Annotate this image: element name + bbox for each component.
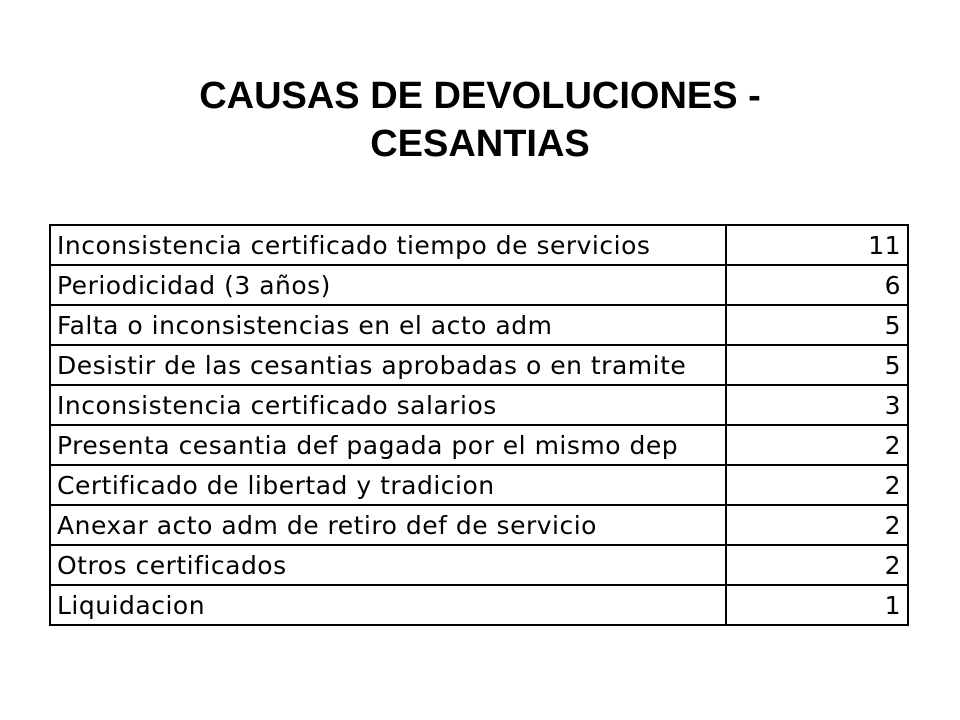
causes-table	[49, 224, 909, 626]
table-row	[50, 465, 908, 505]
cause-label: Periodicidad (3 años)	[50, 265, 726, 305]
table-row	[50, 265, 908, 305]
cause-label: Inconsistencia certificado salarios	[50, 385, 726, 425]
table-row	[50, 385, 908, 425]
table-row	[50, 545, 908, 585]
cause-label: Liquidacion	[50, 585, 726, 625]
cause-label: Otros certificados	[50, 545, 726, 585]
table-row	[50, 425, 908, 465]
cause-count: 2	[726, 505, 908, 545]
cause-count: 1	[726, 585, 908, 625]
table-row	[50, 585, 908, 625]
cause-count: 5	[726, 305, 908, 345]
cause-count: 2	[726, 545, 908, 585]
causes-table-container	[49, 224, 909, 626]
cause-label: Presenta cesantia def pagada por el mismo dep	[50, 425, 726, 465]
table-row	[50, 345, 908, 385]
cause-count: 3	[726, 385, 908, 425]
page-title	[0, 72, 960, 168]
cause-label: Anexar acto adm de retiro def de servicio	[50, 505, 726, 545]
page-title-line-2: CESANTIAS	[370, 123, 590, 165]
cause-label: Certificado de libertad y tradicion	[50, 465, 726, 505]
cause-label: Inconsistencia certificado tiempo de servicios	[50, 225, 726, 265]
table-row	[50, 505, 908, 545]
cause-count: 6	[726, 265, 908, 305]
cause-label: Desistir de las cesantias aprobadas o en tramite	[50, 345, 726, 385]
cause-count: 11	[726, 225, 908, 265]
cause-label: Falta o inconsistencias en el acto adm	[50, 305, 726, 345]
table-row	[50, 225, 908, 265]
cause-count: 2	[726, 465, 908, 505]
table-row	[50, 305, 908, 345]
cause-count: 2	[726, 425, 908, 465]
cause-count: 5	[726, 345, 908, 385]
page-title-line-1: CAUSAS DE DEVOLUCIONES -	[199, 75, 761, 117]
